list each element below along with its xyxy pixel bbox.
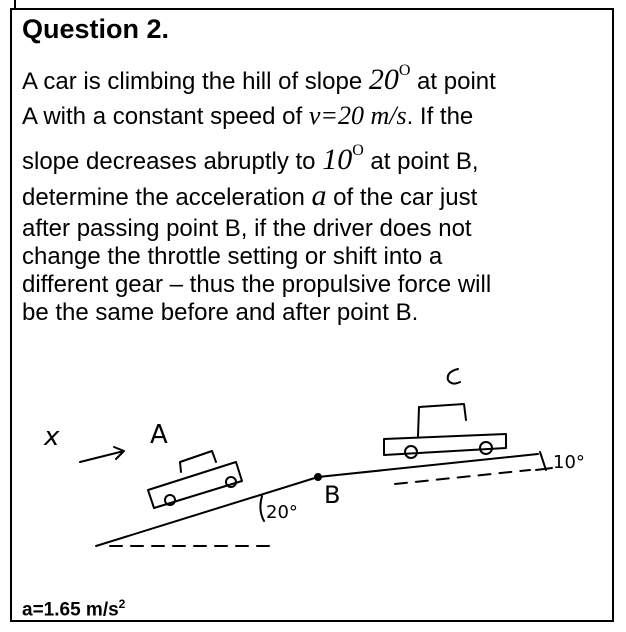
slope-20: $20^O$ <box>368 62 411 96</box>
car-c-body <box>384 434 506 455</box>
accel-symbol: a <box>311 179 327 212</box>
text-line-7: different gear – thus the propulsive force will <box>22 271 492 298</box>
text-line-6: change the throttle setting or shift into a <box>22 243 443 270</box>
car-c-roof <box>418 404 466 436</box>
baseline-dashed-right <box>395 470 530 484</box>
label-c: C <box>462 354 472 370</box>
point-b-dot <box>315 474 321 480</box>
text-line-5: after passing point B, if the driver does not <box>22 215 472 242</box>
text-line-3: slope decreases abruptly to $10^O$ at point B, <box>22 142 479 176</box>
answer-text: a=1.65 $m/s^2$ <box>22 597 126 621</box>
car-a-roof <box>180 451 216 472</box>
slope-10: $10^O$ <box>322 142 364 176</box>
speed-symbol: v=20 m/s <box>308 101 407 130</box>
label-angle-b: 20° <box>266 502 298 523</box>
c-mark-curve <box>448 369 460 384</box>
car-a-wheel-right <box>226 477 236 487</box>
text-line-2: A with a constant speed of v=20 m/s. If the <box>22 101 474 130</box>
x-arrow <box>80 447 124 462</box>
label-b: B <box>324 481 341 509</box>
car-c-wheel-left <box>405 446 417 458</box>
label-x: x <box>44 422 60 452</box>
angle-arc-b <box>260 496 264 521</box>
question-title: Question 2. <box>22 14 170 44</box>
text-line-4: determine the acceleration a of the car just <box>22 179 478 212</box>
label-angle-c: 10° <box>553 452 585 473</box>
label-a: A <box>150 420 168 450</box>
text-line-1: A car is climbing the hill of slope $20^O$ at point <box>22 62 496 96</box>
text-line-8: be the same before and after point B. <box>22 299 419 326</box>
